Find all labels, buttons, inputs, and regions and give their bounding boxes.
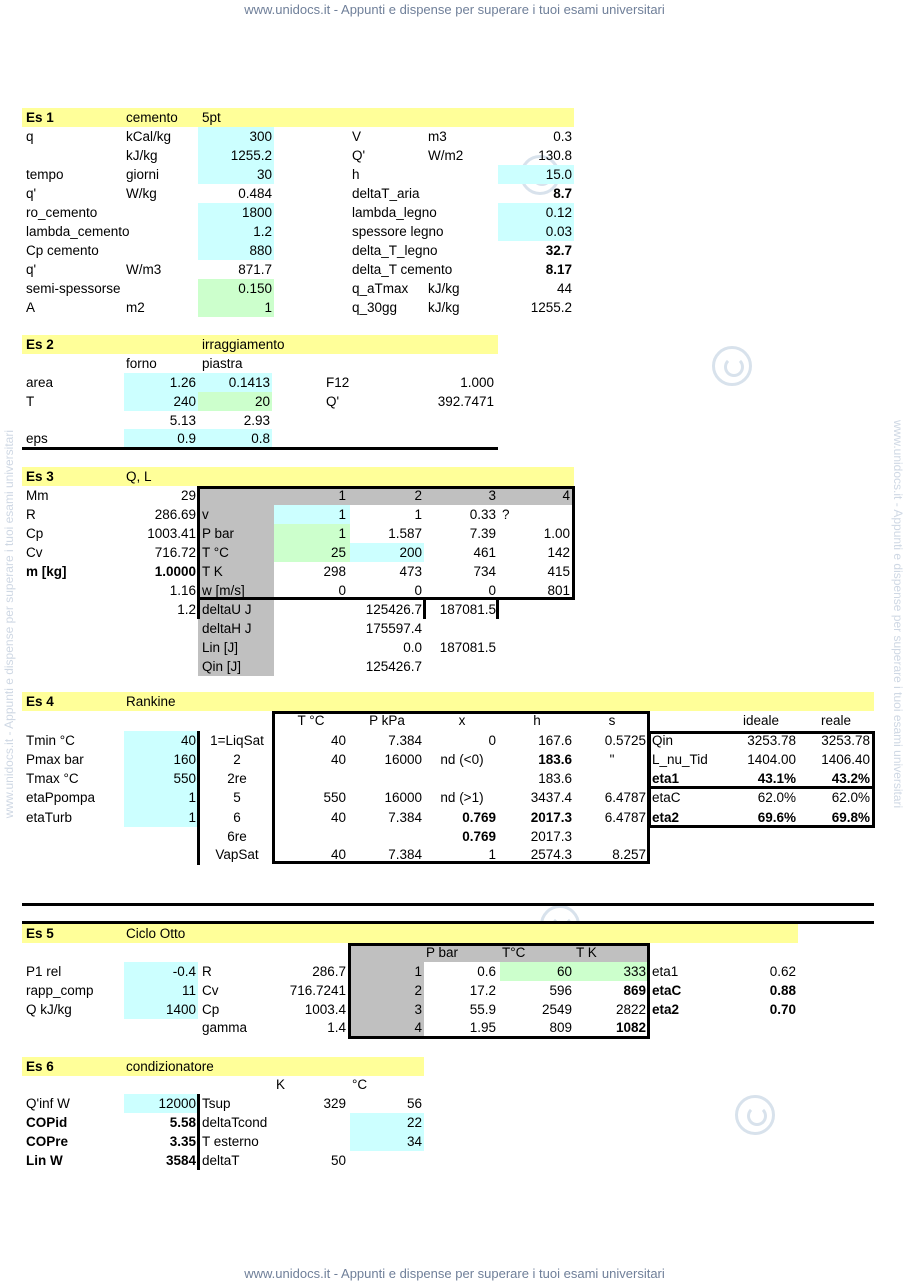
cell: 125426.7 (365, 602, 422, 617)
cell: 415 (547, 564, 570, 579)
cell: T K (202, 564, 223, 579)
cell: Qin [J] (202, 659, 242, 674)
cell: W/kg (126, 186, 157, 201)
cell: Cp (26, 526, 44, 541)
cell: Lin [J] (202, 640, 239, 655)
cell: T °C (297, 713, 325, 728)
watermark-logo-icon (735, 1095, 775, 1135)
cell: 69.8% (831, 810, 870, 825)
cell: 1 (338, 526, 346, 541)
cell: 29 (180, 488, 196, 503)
cell: 2.93 (243, 413, 270, 428)
cell: 298 (323, 564, 346, 579)
cell: W/m2 (428, 148, 464, 163)
cell: 333 (623, 964, 646, 979)
cell: 3253.78 (747, 733, 796, 748)
cell: Tmax °C (26, 771, 79, 786)
cell: 0.9 (177, 431, 196, 446)
cell: 0.769 (462, 829, 496, 844)
cell: 7.384 (388, 847, 422, 862)
cell: delta_T_legno (352, 243, 438, 258)
cell: 0 (488, 583, 496, 598)
cell: 7.384 (388, 733, 422, 748)
cell: 1003.4 (304, 1002, 346, 1017)
cell: m2 (126, 300, 145, 315)
cell: 2574.3 (530, 847, 572, 862)
cell: condizionatore (126, 1059, 214, 1074)
cell: 187081.5 (439, 602, 496, 617)
cell: 6 (233, 810, 241, 825)
cell: 869 (623, 983, 646, 998)
cell: 0.8 (251, 431, 270, 446)
cell: x (458, 713, 466, 728)
cell: 3.35 (169, 1134, 196, 1149)
cell: Cp cemento (26, 243, 99, 258)
cell: 44 (556, 281, 572, 296)
cell: T °C (202, 545, 229, 560)
cell: 12000 (158, 1096, 196, 1111)
cell: Es 3 (26, 469, 54, 484)
cell: COPre (26, 1134, 69, 1149)
cell: 2017.3 (530, 829, 572, 844)
cell: 160 (173, 752, 196, 767)
cell: etaTurb (26, 810, 73, 825)
cell: ideale (742, 713, 780, 728)
cell: 32.7 (545, 243, 572, 258)
cell: 0.1413 (228, 375, 270, 390)
cell: COPid (26, 1115, 68, 1130)
cell-rule (197, 1094, 200, 1170)
cell: 1 (338, 488, 346, 503)
cell: 2 (233, 752, 241, 767)
cell: cemento (126, 110, 178, 125)
watermark-left: www.unidocs.it - Appunti e dispense per superare i tuoi esami universitari (2, 430, 16, 819)
cell: 1 (188, 810, 196, 825)
cell: 3 (414, 1002, 422, 1017)
cell: 69.6% (757, 810, 796, 825)
cell: m3 (428, 129, 447, 144)
cell: F12 (326, 375, 350, 390)
cell: eta2 (652, 810, 680, 825)
cell: 0.484 (238, 186, 272, 201)
cell: eta1 (652, 964, 679, 979)
cell: L_nu_Tid (652, 752, 708, 767)
cell: Mm (26, 488, 49, 503)
cell: K (276, 1077, 286, 1092)
cell: 1400 (165, 1002, 196, 1017)
cell: R (26, 507, 36, 522)
cell: P1 rel (26, 964, 62, 979)
cell: Cv (26, 545, 43, 560)
cell: nd (<0) (440, 752, 484, 767)
cell: 0.6 (477, 964, 496, 979)
cell: 1 (188, 790, 196, 805)
cell: 34 (406, 1134, 422, 1149)
cell: T K (576, 945, 597, 960)
cell: 0.62 (769, 964, 796, 979)
cell: 50 (330, 1153, 346, 1168)
cell: 286.69 (154, 507, 196, 522)
cell: 0 (414, 583, 422, 598)
cell: Tsup (202, 1096, 231, 1111)
cell: 1003.41 (147, 526, 196, 541)
cell: q_30gg (352, 300, 398, 315)
cell: 40 (330, 847, 346, 862)
cell: q (26, 129, 34, 144)
watermark-bottom: www.unidocs.it - Appunti e dispense per superare i tuoi esami universitari (244, 1266, 665, 1281)
cell: 40 (330, 752, 346, 767)
cell: 0.769 (462, 810, 496, 825)
cell: 43.2% (831, 771, 870, 786)
cell: 392.7471 (437, 394, 494, 409)
cell: 1082 (615, 1020, 646, 1035)
cell: 17.2 (469, 983, 496, 998)
cell: semi-spessorse (26, 281, 121, 296)
cell: 55.9 (469, 1002, 496, 1017)
cell: 167.6 (538, 733, 572, 748)
cell: 130.8 (538, 148, 572, 163)
cell: h (533, 713, 541, 728)
cell: 20 (254, 394, 270, 409)
cell: 2017.3 (530, 810, 572, 825)
cell: 5.58 (169, 1115, 196, 1130)
cell: 22 (406, 1115, 422, 1130)
cell: 473 (399, 564, 422, 579)
cell: 1404.00 (747, 752, 796, 767)
cell: 0.5725 (604, 733, 646, 748)
cell: 461 (473, 545, 496, 560)
cell: Pmax bar (26, 752, 84, 767)
cell: Qin (652, 733, 674, 748)
cell: 1=LiqSat (210, 733, 264, 748)
cell: piastra (202, 356, 243, 371)
cell: deltaH J (202, 621, 252, 636)
cell: area (26, 375, 54, 390)
cell: kJ/kg (126, 148, 158, 163)
cell: eta2 (652, 1002, 680, 1017)
watermark-top: www.unidocs.it - Appunti e dispense per superare i tuoi esami universitari (244, 2, 665, 17)
cell: P bar (426, 945, 459, 960)
cell: w [m/s] (202, 583, 245, 598)
cell: 2822 (615, 1002, 646, 1017)
cell: h (352, 167, 360, 182)
cell: °C (352, 1077, 368, 1092)
cell: 5 (233, 790, 241, 805)
cell: 734 (473, 564, 496, 579)
cell: irraggiamento (202, 337, 285, 352)
cell: reale (820, 713, 852, 728)
cell: 56 (406, 1096, 422, 1111)
cell: P kPa (369, 713, 405, 728)
cell: " (609, 752, 615, 767)
cell: v (202, 507, 209, 522)
cell: eps (26, 431, 48, 446)
cell: 801 (547, 583, 570, 598)
cell: forno (126, 356, 157, 371)
section-rule (22, 921, 874, 924)
cell: 1.2 (177, 602, 196, 617)
cell: 3253.78 (821, 733, 870, 748)
cell: deltaT (202, 1153, 240, 1168)
cell: 62.0% (757, 790, 796, 805)
cell: deltaTcond (202, 1115, 268, 1130)
cell: 0.3 (553, 129, 572, 144)
cell: 0 (488, 733, 496, 748)
cell: Es 6 (26, 1059, 54, 1074)
cell: 550 (323, 790, 346, 805)
cell: Ciclo Otto (126, 926, 186, 941)
cell: 11 (181, 983, 196, 998)
cell: Q kJ/kg (26, 1002, 72, 1017)
cell: spessore legno (352, 224, 444, 239)
cell: 329 (323, 1096, 346, 1111)
cell: 187081.5 (439, 640, 496, 655)
cell: Es 4 (26, 694, 54, 709)
cell: Q' (352, 148, 366, 163)
cell: kJ/kg (428, 300, 460, 315)
cell: 175597.4 (365, 621, 422, 636)
cell: rapp_comp (26, 983, 94, 998)
cell: 60 (556, 964, 572, 979)
cell: Cp (202, 1002, 220, 1017)
cell: etaPpompa (26, 790, 96, 805)
cell: 0 (338, 583, 346, 598)
cell: 6re (227, 829, 247, 844)
cell: 1.0000 (154, 564, 196, 579)
cell: 0.33 (469, 507, 496, 522)
cell: 7.384 (388, 810, 422, 825)
cell-rule (496, 600, 499, 619)
cell: 40 (330, 733, 346, 748)
cell: kJ/kg (428, 281, 460, 296)
cell: Es 1 (26, 110, 54, 125)
section-rule (22, 903, 874, 906)
cell: A (26, 300, 36, 315)
cell: 0.12 (545, 205, 572, 220)
cell: 0.88 (769, 983, 796, 998)
cell: tempo (26, 167, 64, 182)
cell: 25 (330, 545, 346, 560)
cell: giorni (126, 167, 160, 182)
cell: 1255.2 (230, 148, 272, 163)
cell: 2 (414, 488, 422, 503)
cell: deltaU J (202, 602, 252, 617)
watermark-right: www.unidocs.it - Appunti e dispense per superare i tuoi esami universitari (891, 420, 905, 809)
cell: 871.7 (238, 262, 272, 277)
cell: q_aTmax (352, 281, 409, 296)
cell: 2re (227, 771, 247, 786)
cell: s (608, 713, 616, 728)
cell: T (26, 394, 35, 409)
cell: 15.0 (545, 167, 572, 182)
cell: V (352, 129, 362, 144)
cell: 1 (338, 507, 346, 522)
cell: P bar (202, 526, 235, 541)
cell: 1800 (241, 205, 272, 220)
cell: 1 (414, 964, 422, 979)
cell: q' (26, 262, 37, 277)
cell: 550 (173, 771, 196, 786)
cell: 1.00 (543, 526, 570, 541)
cell: gamma (202, 1020, 248, 1035)
cell: 880 (249, 243, 272, 258)
cell-rule (197, 731, 200, 865)
cell: 0.70 (769, 1002, 796, 1017)
cell: 1 (264, 300, 272, 315)
cell: 125426.7 (365, 659, 422, 674)
cell: 1.16 (169, 583, 196, 598)
cell: Rankine (126, 694, 176, 709)
cell: Q'inf W (26, 1096, 70, 1111)
cell: 1406.40 (821, 752, 870, 767)
cell: 183.6 (538, 752, 572, 767)
cell: 716.7241 (289, 983, 346, 998)
cell: VapSat (215, 847, 259, 862)
cell: 2 (414, 983, 422, 998)
cell: etaC (652, 790, 681, 805)
cell: Tmin °C (26, 733, 75, 748)
cell: 0.03 (545, 224, 572, 239)
cell: Cv (202, 983, 219, 998)
cell: delta_T cemento (352, 262, 453, 277)
cell: etaC (652, 983, 682, 998)
cell: 8.257 (612, 847, 646, 862)
watermark-logo-icon (712, 346, 752, 386)
cell: 142 (547, 545, 570, 560)
cell: 1.26 (169, 375, 196, 390)
cell: 1255.2 (530, 300, 572, 315)
cell: deltaT_aria (352, 186, 420, 201)
cell: 1.95 (469, 1020, 496, 1035)
cell: ro_cemento (26, 205, 98, 220)
cell: 1.587 (388, 526, 422, 541)
cell: T esterno (202, 1134, 259, 1149)
cell-rule (423, 600, 426, 619)
cell: T°C (502, 945, 526, 960)
cell: 1 (414, 507, 422, 522)
cell: m [kg] (26, 564, 67, 579)
cell: 2549 (541, 1002, 572, 1017)
cell: 809 (549, 1020, 572, 1035)
cell: 40 (180, 733, 196, 748)
cell: 8.17 (545, 262, 572, 277)
cell: q' (26, 186, 37, 201)
cell: Es 2 (26, 337, 54, 352)
cell: 43.1% (757, 771, 796, 786)
cell: 6.4787 (604, 810, 646, 825)
cell: 1.2 (253, 224, 272, 239)
cell: 183.6 (538, 771, 572, 786)
cell: 716.72 (154, 545, 196, 560)
cell: lambda_legno (352, 205, 437, 220)
cell: 16000 (384, 752, 422, 767)
cell: 200 (399, 545, 422, 560)
cell: 62.0% (831, 790, 870, 805)
cell: Q' (326, 394, 340, 409)
cell: eta1 (652, 771, 680, 786)
cell: 3584 (165, 1153, 196, 1168)
cell: W/m3 (126, 262, 162, 277)
cell: 40 (330, 810, 346, 825)
cell: 6.4787 (604, 790, 646, 805)
cell: ? (502, 507, 510, 522)
cell: 0.0 (403, 640, 422, 655)
cell: Q, L (126, 469, 152, 484)
cell: 1 (488, 847, 496, 862)
cell: 300 (249, 129, 272, 144)
cell: 4 (414, 1020, 422, 1035)
cell: 3437.4 (530, 790, 572, 805)
cell: R (202, 964, 212, 979)
cell: 4 (562, 488, 570, 503)
cell: 7.39 (469, 526, 496, 541)
cell: kCal/kg (126, 129, 172, 144)
cell: 1.4 (327, 1020, 346, 1035)
cell: 286.7 (312, 964, 346, 979)
cell: 0.150 (238, 281, 272, 296)
cell: 30 (256, 167, 272, 182)
cell: 5.13 (169, 413, 196, 428)
cell: lambda_cemento (26, 224, 130, 239)
cell: Lin W (26, 1153, 63, 1168)
cell: 240 (173, 394, 196, 409)
cell: 3 (488, 488, 496, 503)
cell: Es 5 (26, 926, 54, 941)
cell: 8.7 (553, 186, 572, 201)
section-rule (22, 447, 498, 450)
cell: -0.4 (172, 964, 196, 979)
cell: nd (>1) (440, 790, 484, 805)
cell: 16000 (384, 790, 422, 805)
cell-rule (197, 600, 200, 619)
cell: 5pt (202, 110, 221, 125)
cell: 596 (549, 983, 572, 998)
cell: 1.000 (460, 375, 494, 390)
